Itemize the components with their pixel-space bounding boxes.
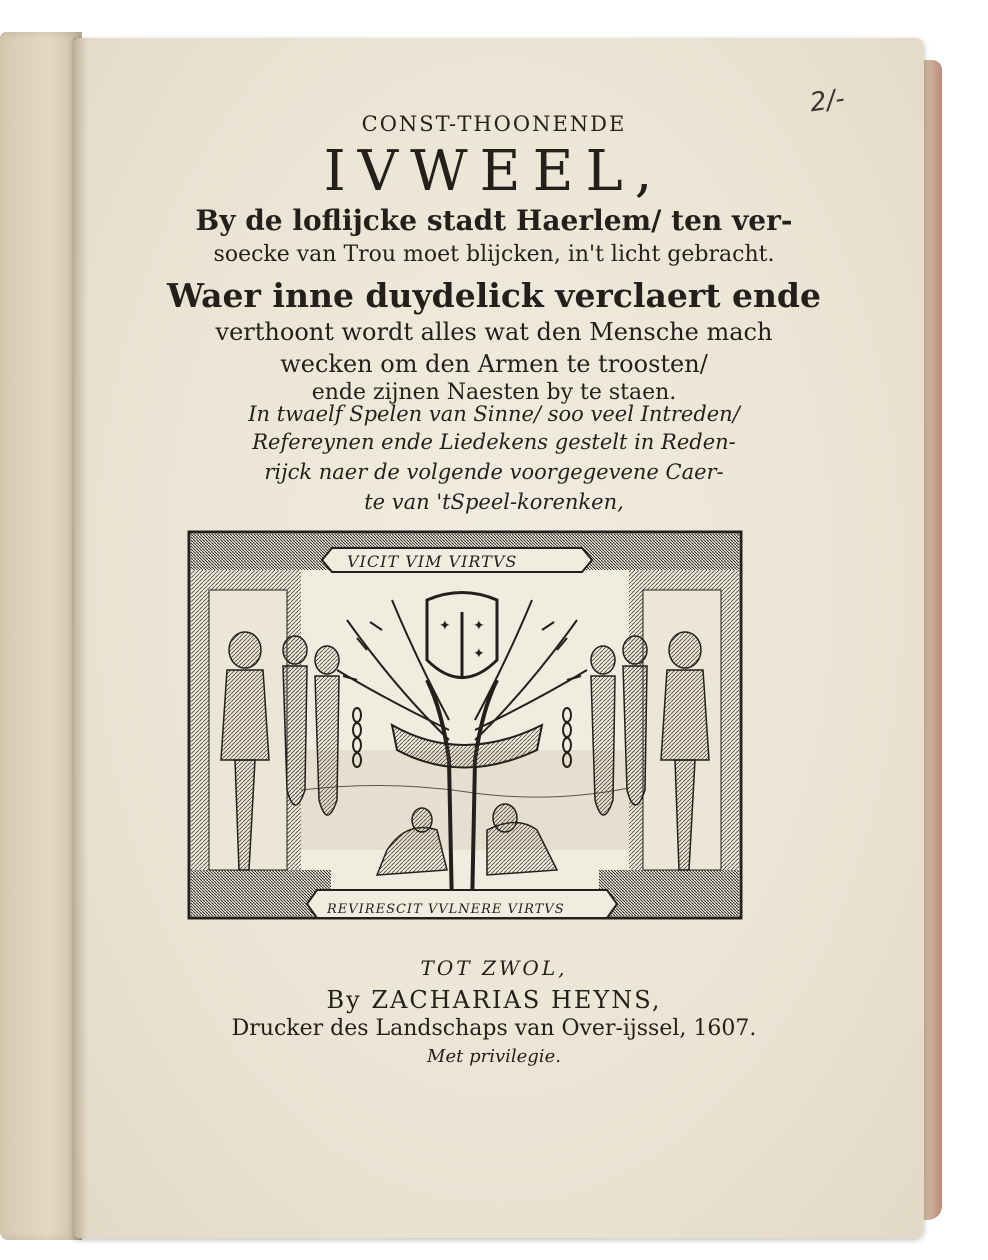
imprint-office-date: Drucker des Landschaps van Over-ijssel, 1607. (231, 1016, 757, 1041)
title-line-1: CONST-THOONENDE (361, 112, 627, 136)
engraving-illustration (187, 530, 743, 920)
imprint-place: TOT ZWOL, (420, 956, 568, 980)
engraving-motto-top: VICIT VIM VIRTVS (347, 552, 518, 571)
title-line-12: te van 'tSpeel-korenken, (364, 490, 624, 514)
main-title: IVWEEL, (323, 139, 665, 204)
title-line-8: ende zijnen Naesten by te staen. (311, 380, 677, 405)
svg-text:✦: ✦ (473, 646, 485, 662)
imprint-privilege: Met privilegie. (427, 1046, 561, 1067)
title-line-9: In twaelf Spelen van Sinne/ soo veel Intreden/ (248, 402, 740, 426)
title-line-3: By de loflijcke stadt Haerlem/ ten ver- (195, 204, 793, 237)
imprint-printer: By ZACHARIAS HEYNS, (326, 986, 662, 1014)
svg-text:✦: ✦ (473, 618, 485, 634)
svg-text:✦: ✦ (439, 618, 451, 634)
title-line-10: Refereynen ende Liedekens gestelt in Reden- (252, 430, 736, 454)
title-line-7: wecken om den Armen te troosten/ (280, 350, 708, 378)
title-line-6: verthoont wordt alles wat den Mensche mach (215, 318, 773, 346)
title-line-11: rijck naer de volgende voorgegevene Caer- (264, 460, 724, 484)
title-line-5: Waer inne duydelick verclaert ende (166, 276, 822, 315)
title-line-4: soecke van Trou moet blijcken, in't licht gebracht. (213, 242, 775, 267)
handwritten-corner-note: 2/- (808, 83, 847, 119)
engraving-motto-bottom: REVIRESCIT VVLNERE VIRTVS (327, 902, 565, 917)
printers-device-engraving (187, 530, 743, 920)
